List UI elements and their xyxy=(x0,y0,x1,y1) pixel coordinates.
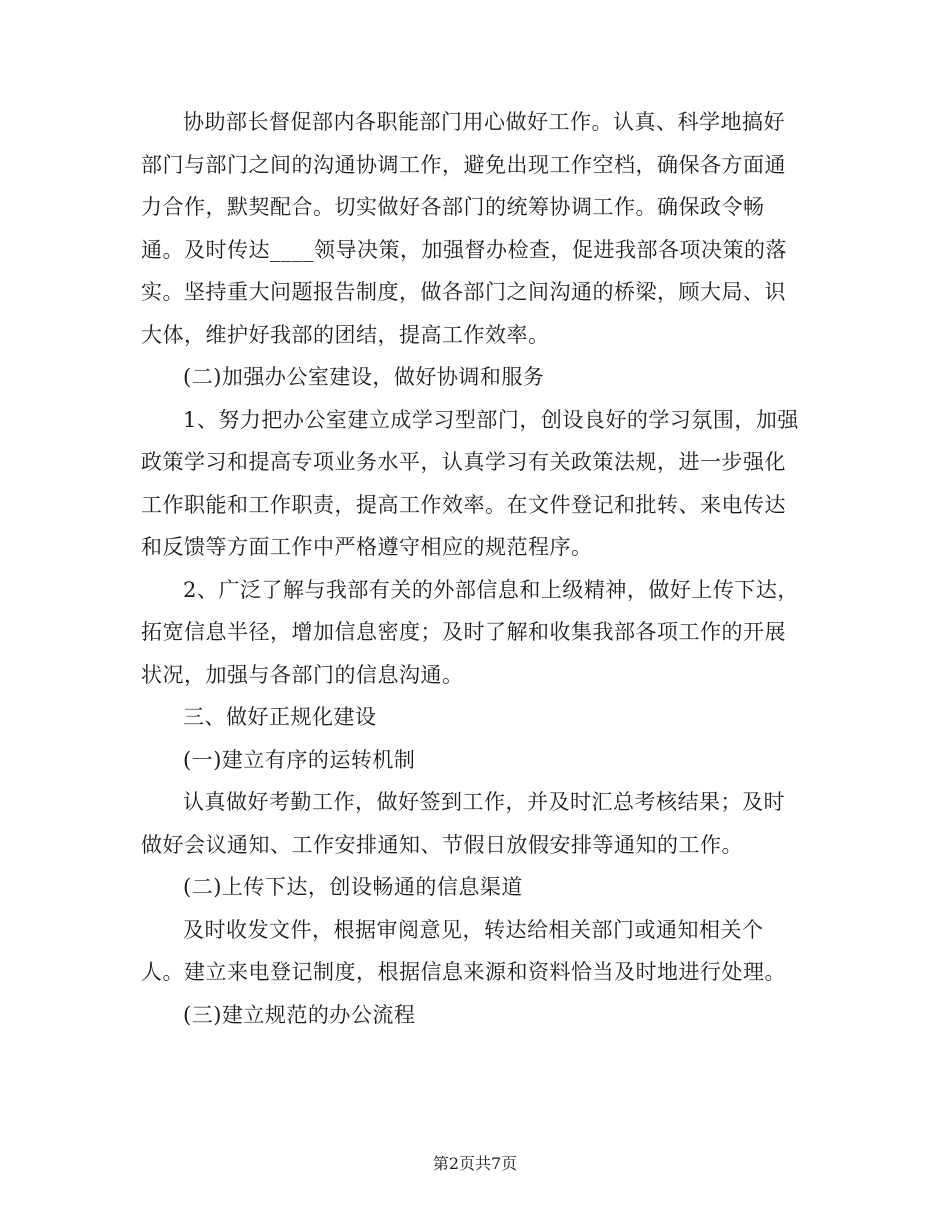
text-line: 政策学习和提高专项业务水平，认真学习有关政策法规，进一步强化 xyxy=(141,450,786,474)
paragraph-p6 xyxy=(141,739,811,782)
paragraph-p8 xyxy=(141,866,811,909)
text-line: 大体，维护好我部的团结，提高工作效率。 xyxy=(141,322,550,347)
text-line: (二)加强办公室建设，做好协调和服务 xyxy=(183,365,545,389)
paragraph-p5 xyxy=(141,696,811,739)
paragraph-p9 xyxy=(141,909,811,994)
text-line: 1、努力把办公室建立成学习型部门，创设良好的学习氛围，加强 xyxy=(183,407,799,432)
paragraph-p3 xyxy=(141,399,811,569)
text-line: 部门与部门之间的沟通协调工作，避免出现工作空档，确保各方面通 xyxy=(141,152,786,177)
text-line: 人。建立来电登记制度，根据信息来源和资料恰当及时地进行处理。 xyxy=(141,960,786,984)
text-line: 工作职能和工作职责，提高工作效率。在文件登记和批转、来电传达 xyxy=(141,492,786,517)
text-line: 力合作，默契配合。切实做好各部门的统筹协调工作。确保政令畅 xyxy=(141,195,765,219)
page-number-footer: 第2页共7页 xyxy=(432,1154,518,1173)
text-line: (三)建立规范的办公流程 xyxy=(183,1002,416,1027)
text-line: (一)建立有序的运转机制 xyxy=(183,747,416,772)
text-line: 协助部长督促部内各职能部门用心做好工作。认真、科学地搞好 xyxy=(183,110,785,134)
text-line: 及时收发文件，根据审阅意见，转达给相关部门或通知相关个 xyxy=(183,917,764,942)
text-line: 状况，加强与各部门的信息沟通。 xyxy=(141,662,464,687)
paragraph-p4 xyxy=(141,569,811,697)
text-line: 三、做好正规化建设 xyxy=(183,705,377,729)
text-line: 认真做好考勤工作，做好签到工作，并及时汇总考核结果；及时 xyxy=(183,790,785,814)
text-line: 和反馈等方面工作中严格遵守相应的规范程序。 xyxy=(141,535,593,559)
text-line: 做好会议通知、工作安排通知、节假日放假安排等通知的工作。 xyxy=(141,832,743,857)
document-body xyxy=(141,101,811,1036)
text-line: 通。及时传达____领导决策，加强督办检查，促进我部各项决策的落 xyxy=(141,237,787,262)
paragraph-p2 xyxy=(141,356,811,399)
text-line: 拓宽信息半径，增加信息密度；及时了解和收集我部各项工作的开展 xyxy=(141,620,786,644)
text-line: 2、广泛了解与我部有关的外部信息和上级精神，做好上传下达， xyxy=(183,577,799,602)
paragraph-p10 xyxy=(141,994,811,1037)
text-line: 实。坚持重大问题报告制度，做各部门之间沟通的桥梁，顾大局、识 xyxy=(141,280,786,304)
paragraph-p1 xyxy=(141,101,811,356)
paragraph-p7 xyxy=(141,781,811,866)
text-line: (二)上传下达，创设畅通的信息渠道 xyxy=(183,875,523,899)
